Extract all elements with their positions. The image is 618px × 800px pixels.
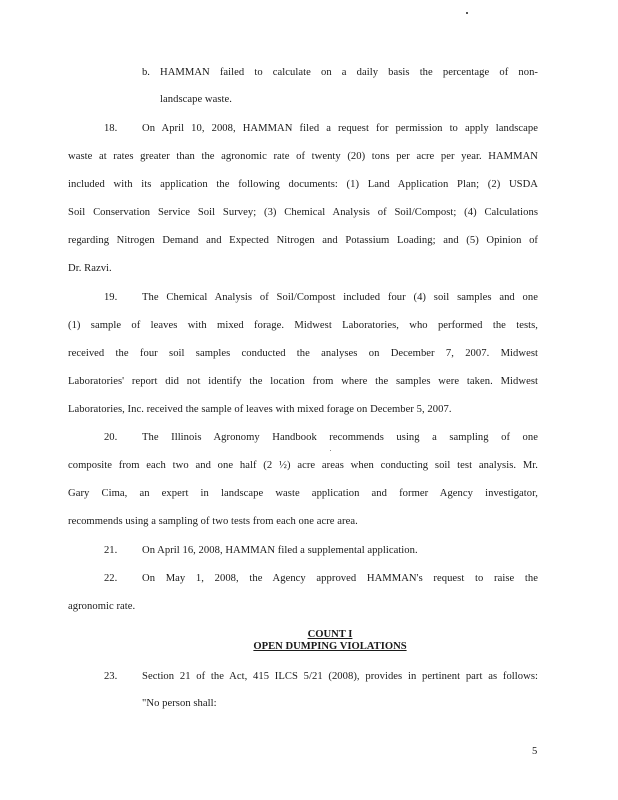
paragraph-19-line: Laboratories, Inc. received the sample of leaves with mixed forage on December 5, 2007. bbox=[68, 404, 452, 415]
item-b-line-1: HAMMAN failed to calculate on a daily basis the percentage of non- bbox=[160, 67, 538, 78]
count-heading-subtitle: OPEN DUMPING VIOLATIONS bbox=[253, 641, 407, 652]
paragraph-18-line: waste at rates greater than the agronomic rate of twenty (20) tons per acre per year. HAMMAN bbox=[68, 151, 538, 162]
paragraph-23-number: 23. bbox=[104, 671, 118, 682]
scan-speck bbox=[330, 450, 331, 451]
paragraph-19-line: The Chemical Analysis of Soil/Compost included four (4) soil samples and one bbox=[142, 292, 538, 303]
paragraph-18-line: included with its application the following documents: (1) Land Application Plan; (2) USDA bbox=[68, 179, 538, 190]
scan-speck bbox=[466, 12, 468, 14]
paragraph-19-line: received the four soil samples conducted the analyses on December 7, 2007. Midwest bbox=[68, 348, 538, 359]
paragraph-19-line: Laboratories' report did not identify the location from where the samples were taken. Midwest bbox=[68, 376, 538, 387]
paragraph-20-line: The Illinois Agronomy Handbook recommends using a sampling of one bbox=[142, 432, 538, 443]
paragraph-21-number: 21. bbox=[104, 545, 118, 556]
paragraph-18-line: regarding Nitrogen Demand and Expected Nitrogen and Potassium Loading; and (5) Opinion of bbox=[68, 235, 538, 246]
paragraph-20-number: 20. bbox=[104, 432, 118, 443]
paragraph-20-line: Gary Cima, an expert in landscape waste application and former Agency investigator, bbox=[68, 488, 538, 499]
item-b-label: b. bbox=[142, 67, 150, 78]
paragraph-23-line: "No person shall: bbox=[142, 698, 217, 709]
paragraph-22-line: On May 1, 2008, the Agency approved HAMMAN's request to raise the bbox=[142, 573, 538, 584]
paragraph-18-line: Dr. Razvi. bbox=[68, 263, 112, 274]
paragraph-19-line: (1) sample of leaves with mixed forage. Midwest Laboratories, who performed the tests, bbox=[68, 320, 538, 331]
paragraph-21-line: On April 16, 2008, HAMMAN filed a supplemental application. bbox=[142, 545, 418, 556]
count-heading-title: COUNT I bbox=[307, 629, 353, 640]
paragraph-18-line: Soil Conservation Service Soil Survey; (3) Chemical Analysis of Soil/Compost; (4) Calculations bbox=[68, 207, 538, 218]
paragraph-19-number: 19. bbox=[104, 292, 118, 303]
paragraph-20-line: composite from each two and one half (2 ½) acre areas when conducting soil test analysis. Mr. bbox=[68, 460, 538, 471]
page-number: 5 bbox=[532, 746, 538, 757]
paragraph-22-line: agronomic rate. bbox=[68, 601, 136, 612]
item-b-line-2: landscape waste. bbox=[160, 94, 232, 105]
paragraph-22-number: 22. bbox=[104, 573, 118, 584]
paragraph-18-line: On April 10, 2008, HAMMAN filed a request for permission to apply landscape bbox=[142, 123, 538, 134]
paragraph-20-line: recommends using a sampling of two tests from each one acre area. bbox=[68, 516, 358, 527]
paragraph-23-line: Section 21 of the Act, 415 ILCS 5/21 (2008), provides in pertinent part as follows: bbox=[142, 671, 538, 682]
paragraph-18-number: 18. bbox=[104, 123, 118, 134]
